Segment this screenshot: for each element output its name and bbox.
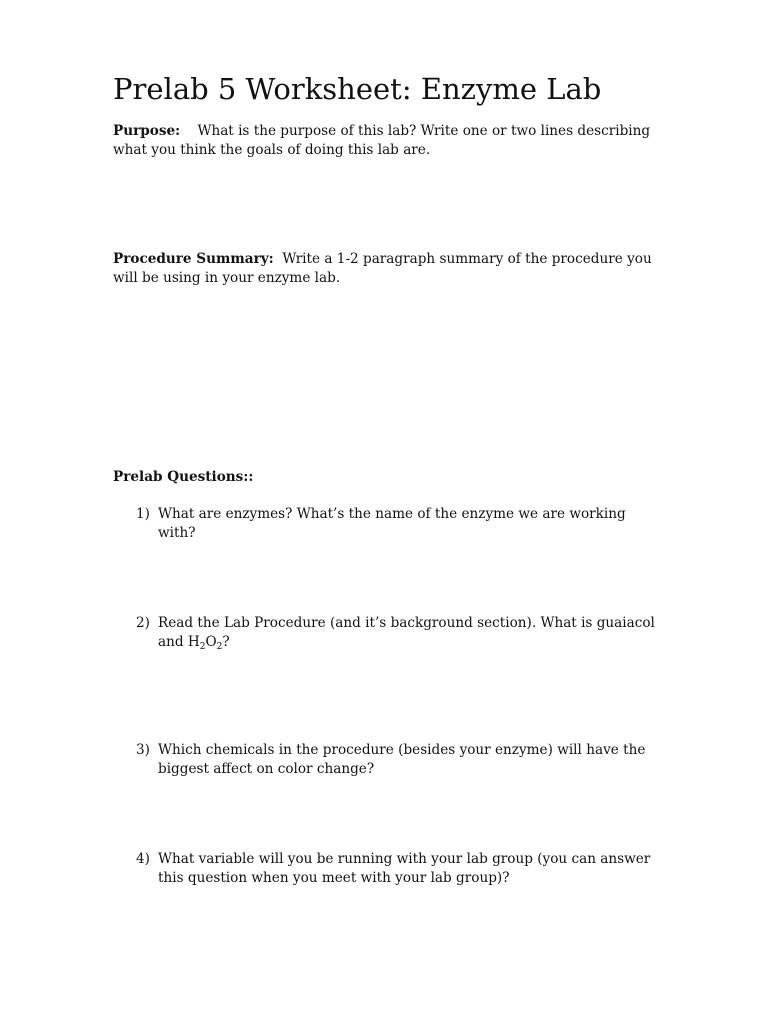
purpose-label: Purpose: (113, 123, 181, 139)
question-item (136, 850, 658, 888)
question-text-part: O (205, 634, 217, 650)
question-number: 2) (136, 615, 150, 631)
question-text-part: Read the Lab Procedure (and it’s background section). What is guaiacol and H (158, 615, 655, 650)
question-number: 1) (136, 506, 150, 522)
question-number: 3) (136, 742, 150, 758)
page-title: Prelab 5 Worksheet: Enzyme Lab (113, 72, 602, 106)
question-item (136, 741, 658, 779)
procedure-summary-label: Procedure Summary: (113, 251, 274, 267)
prelab-questions-heading: Prelab Questions:: (113, 469, 254, 485)
question-text: What variable will you be running with your lab group (you can answer this question when you meet with your lab group)? (158, 851, 651, 886)
procedure-summary-section (113, 250, 658, 288)
question-text (158, 614, 658, 652)
subscript: 2 (216, 642, 223, 652)
question-text: What are enzymes? What’s the name of the enzyme we are working with? (158, 506, 626, 541)
question-text-part: ? (222, 634, 230, 650)
procedure-summary-text: Write a 1-2 paragraph summary of the procedure you will be using in your enzyme lab. (113, 251, 652, 286)
purpose-section (113, 122, 658, 160)
subscript: 2 (199, 642, 206, 652)
purpose-text: What is the purpose of this lab? Write one or two lines describing what you think the goals of doing this lab are. (113, 123, 651, 158)
question-item (136, 505, 658, 543)
question-item (136, 614, 658, 652)
question-number: 4) (136, 851, 150, 867)
question-text: Which chemicals in the procedure (besides your enzyme) will have the biggest affect on color change? (158, 742, 646, 777)
